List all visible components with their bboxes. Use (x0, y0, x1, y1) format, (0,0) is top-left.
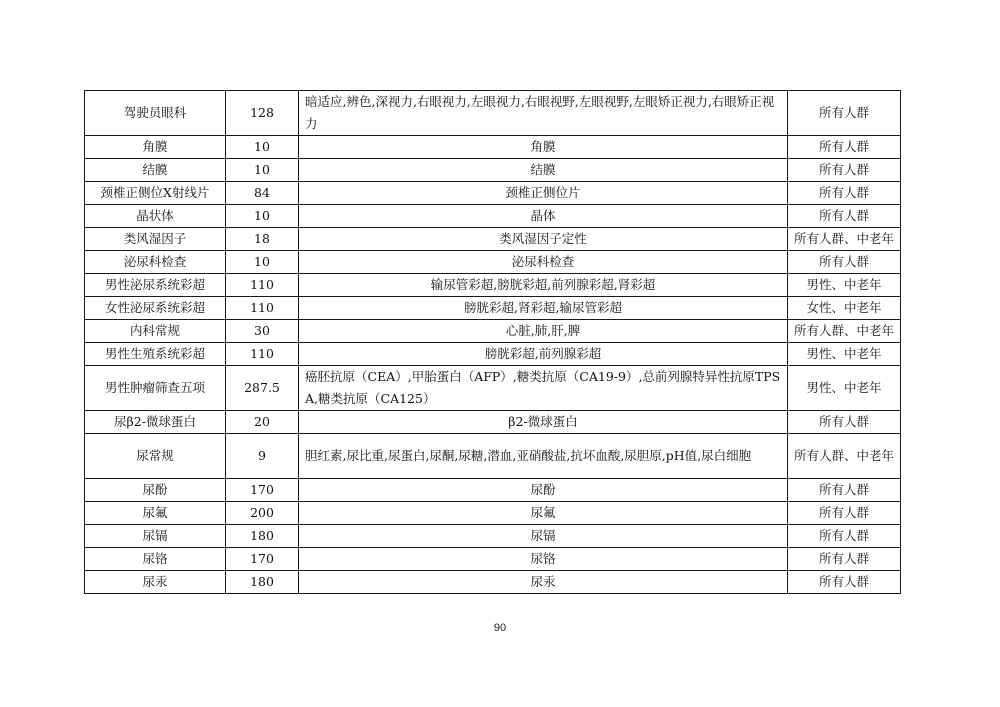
exam-items-cell: 尿氟 (299, 502, 788, 525)
price-cell: 200 (226, 502, 299, 525)
target-group-cell: 男性、中老年 (788, 274, 901, 297)
table-row (85, 366, 901, 411)
price-cell: 110 (226, 343, 299, 366)
exam-name-cell: 尿镉 (85, 525, 226, 548)
table-row (85, 228, 901, 251)
target-group-cell: 女性、中老年 (788, 297, 901, 320)
exam-items-cell: 角膜 (299, 136, 788, 159)
price-cell: 30 (226, 320, 299, 343)
price-cell: 18 (226, 228, 299, 251)
exam-name-cell: 角膜 (85, 136, 226, 159)
price-cell: 110 (226, 274, 299, 297)
exam-items-cell: 暗适应,辨色,深视力,右眼视力,左眼视力,右眼视野,左眼视野,左眼矫正视力,右眼矫正视力 (299, 91, 788, 136)
target-group-cell: 所有人群 (788, 571, 901, 594)
exam-name-cell: 尿铬 (85, 548, 226, 571)
table-row (85, 136, 901, 159)
exam-items-cell: 尿酚 (299, 479, 788, 502)
exam-items-cell: 心脏,肺,肝,脾 (299, 320, 788, 343)
exam-items-cell: 类风湿因子定性 (299, 228, 788, 251)
table-row (85, 274, 901, 297)
exam-items-table (84, 90, 901, 594)
table-row (85, 525, 901, 548)
exam-name-cell: 驾驶员眼科 (85, 91, 226, 136)
target-group-cell: 所有人群 (788, 136, 901, 159)
exam-name-cell: 类风湿因子 (85, 228, 226, 251)
price-cell: 170 (226, 548, 299, 571)
exam-name-cell: 晶状体 (85, 205, 226, 228)
target-group-cell: 所有人群、中老年 (788, 228, 901, 251)
price-cell: 10 (226, 136, 299, 159)
exam-items-cell: 尿铬 (299, 548, 788, 571)
exam-name-cell: 内科常规 (85, 320, 226, 343)
exam-items-cell: 癌胚抗原（CEA）,甲胎蛋白（AFP）,糖类抗原（CA19-9）,总前列腺特异性抗原TPSA,糖类抗原（CA125） (299, 366, 788, 411)
exam-items-cell: 尿汞 (299, 571, 788, 594)
table-row (85, 571, 901, 594)
exam-name-cell: 男性生殖系统彩超 (85, 343, 226, 366)
table-body (85, 91, 901, 594)
exam-items-cell: 晶体 (299, 205, 788, 228)
exam-items-cell: 结膜 (299, 159, 788, 182)
table-row (85, 502, 901, 525)
table-row (85, 159, 901, 182)
table-row (85, 91, 901, 136)
exam-items-cell: 颈椎正侧位片 (299, 182, 788, 205)
table-row (85, 205, 901, 228)
target-group-cell: 所有人群 (788, 182, 901, 205)
exam-items-cell: 膀胱彩超,前列腺彩超 (299, 343, 788, 366)
table-row (85, 297, 901, 320)
exam-name-cell: 尿常规 (85, 434, 226, 479)
exam-name-cell: 男性肿瘤筛查五项 (85, 366, 226, 411)
exam-name-cell: 尿汞 (85, 571, 226, 594)
table-row (85, 434, 901, 479)
target-group-cell: 男性、中老年 (788, 343, 901, 366)
target-group-cell: 男性、中老年 (788, 366, 901, 411)
table-row (85, 548, 901, 571)
table-row (85, 251, 901, 274)
target-group-cell: 所有人群 (788, 502, 901, 525)
exam-name-cell: 结膜 (85, 159, 226, 182)
price-cell: 287.5 (226, 366, 299, 411)
exam-items-cell: 膀胱彩超,肾彩超,输尿管彩超 (299, 297, 788, 320)
target-group-cell: 所有人群 (788, 91, 901, 136)
target-group-cell: 所有人群、中老年 (788, 434, 901, 479)
target-group-cell: 所有人群、中老年 (788, 320, 901, 343)
price-cell: 170 (226, 479, 299, 502)
exam-name-cell: 尿β2-微球蛋白 (85, 411, 226, 434)
exam-items-cell: 胆红素,尿比重,尿蛋白,尿酮,尿糖,潜血,亚硝酸盐,抗坏血酸,尿胆原,pH值,尿白细胞 (299, 434, 788, 479)
exam-name-cell: 泌尿科检查 (85, 251, 226, 274)
target-group-cell: 所有人群 (788, 525, 901, 548)
price-cell: 9 (226, 434, 299, 479)
exam-items-cell: 尿镉 (299, 525, 788, 548)
exam-name-cell: 颈椎正侧位X射线片 (85, 182, 226, 205)
exam-name-cell: 女性泌尿系统彩超 (85, 297, 226, 320)
price-cell: 180 (226, 525, 299, 548)
price-cell: 110 (226, 297, 299, 320)
price-cell: 84 (226, 182, 299, 205)
target-group-cell: 所有人群 (788, 251, 901, 274)
price-cell: 180 (226, 571, 299, 594)
target-group-cell: 所有人群 (788, 159, 901, 182)
target-group-cell: 所有人群 (788, 479, 901, 502)
page-number: 90 (493, 622, 507, 634)
table-row (85, 479, 901, 502)
exam-items-cell: 泌尿科检查 (299, 251, 788, 274)
table-row (85, 343, 901, 366)
price-cell: 10 (226, 205, 299, 228)
price-cell: 20 (226, 411, 299, 434)
table-row (85, 320, 901, 343)
table-row (85, 411, 901, 434)
target-group-cell: 所有人群 (788, 205, 901, 228)
exam-items-cell: 输尿管彩超,膀胱彩超,前列腺彩超,肾彩超 (299, 274, 788, 297)
target-group-cell: 所有人群 (788, 548, 901, 571)
exam-name-cell: 尿氟 (85, 502, 226, 525)
target-group-cell: 所有人群 (788, 411, 901, 434)
exam-items-cell: β2-微球蛋白 (299, 411, 788, 434)
price-cell: 10 (226, 251, 299, 274)
price-cell: 10 (226, 159, 299, 182)
table-row (85, 182, 901, 205)
exam-name-cell: 男性泌尿系统彩超 (85, 274, 226, 297)
price-cell: 128 (226, 91, 299, 136)
exam-name-cell: 尿酚 (85, 479, 226, 502)
